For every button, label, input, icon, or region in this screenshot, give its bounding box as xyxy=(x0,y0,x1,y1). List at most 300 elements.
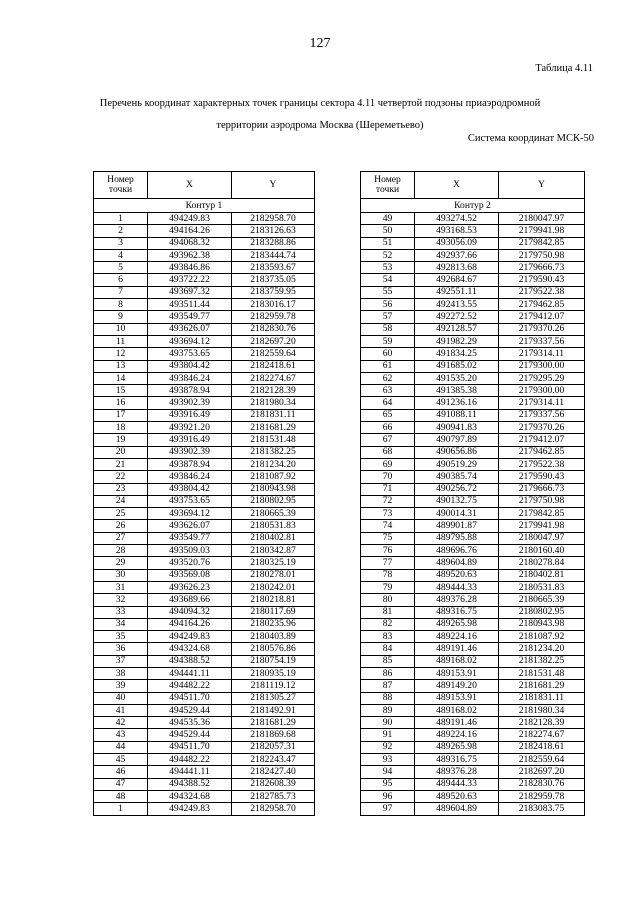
point-number-cell: 29 xyxy=(94,557,148,569)
table-row xyxy=(361,717,585,729)
point-number-cell: 85 xyxy=(361,655,415,667)
y-cell: 2179941.98 xyxy=(499,520,585,532)
point-number-cell: 34 xyxy=(94,618,148,630)
table-row xyxy=(361,397,585,409)
x-cell: 493549.77 xyxy=(148,311,232,323)
y-cell: 2182559.64 xyxy=(232,348,315,360)
x-cell: 489224.16 xyxy=(415,631,499,643)
point-number-cell: 44 xyxy=(94,741,148,753)
y-cell: 2179314.11 xyxy=(499,348,585,360)
table-row xyxy=(94,323,315,335)
y-cell: 2182959.78 xyxy=(499,790,585,802)
point-number-cell: 63 xyxy=(361,385,415,397)
table-row xyxy=(94,311,315,323)
point-number-cell: 21 xyxy=(94,458,148,470)
table-row xyxy=(94,372,315,384)
point-number-cell: 56 xyxy=(361,299,415,311)
header-num-line-2: точки xyxy=(375,184,400,195)
y-cell: 2180531.83 xyxy=(499,581,585,593)
y-cell: 2181531.48 xyxy=(499,667,585,679)
contour-row xyxy=(361,199,585,213)
x-cell: 494482.22 xyxy=(148,680,232,692)
page-number: 127 xyxy=(309,36,331,51)
table-row xyxy=(94,766,315,778)
x-cell: 489795.88 xyxy=(415,532,499,544)
x-cell: 489265.98 xyxy=(415,741,499,753)
y-cell: 2179590.43 xyxy=(499,471,585,483)
x-cell: 493626.07 xyxy=(148,520,232,532)
x-cell: 492684.67 xyxy=(415,274,499,286)
y-cell: 2182128.39 xyxy=(232,385,315,397)
table-body xyxy=(361,213,585,816)
table-row xyxy=(361,594,585,606)
x-cell: 490132.75 xyxy=(415,495,499,507)
x-cell: 494249.83 xyxy=(148,631,232,643)
table-row xyxy=(94,225,315,237)
x-cell: 494094.32 xyxy=(148,606,232,618)
x-cell: 489604.89 xyxy=(415,557,499,569)
point-number-cell: 30 xyxy=(94,569,148,581)
y-cell: 2182418.61 xyxy=(232,360,315,372)
table-row xyxy=(361,680,585,692)
table-row xyxy=(361,692,585,704)
y-cell: 2179842.85 xyxy=(499,237,585,249)
x-cell: 491236.16 xyxy=(415,397,499,409)
point-number-cell: 39 xyxy=(94,680,148,692)
point-number-cell: 52 xyxy=(361,249,415,261)
table-row xyxy=(361,754,585,766)
x-cell: 492272.52 xyxy=(415,311,499,323)
y-cell: 2182697.20 xyxy=(232,335,315,347)
point-number-cell: 4 xyxy=(94,249,148,261)
point-number-cell: 15 xyxy=(94,385,148,397)
x-cell: 493689.66 xyxy=(148,594,232,606)
point-number-cell: 42 xyxy=(94,717,148,729)
table-row xyxy=(361,631,585,643)
y-cell: 2181087.92 xyxy=(499,631,585,643)
y-cell: 2179666.73 xyxy=(499,483,585,495)
y-cell: 2179337.56 xyxy=(499,335,585,347)
x-cell: 493168.53 xyxy=(415,225,499,237)
table-row xyxy=(361,495,585,507)
point-number-cell: 22 xyxy=(94,471,148,483)
y-cell: 2179370.26 xyxy=(499,323,585,335)
y-cell: 2180943.98 xyxy=(499,618,585,630)
table-row xyxy=(94,335,315,347)
table-row xyxy=(361,385,585,397)
y-cell: 2180047.97 xyxy=(499,532,585,544)
y-cell: 2182274.67 xyxy=(499,729,585,741)
point-number-cell: 70 xyxy=(361,471,415,483)
x-cell: 490797.89 xyxy=(415,434,499,446)
point-number-cell: 73 xyxy=(361,508,415,520)
y-cell: 2179590.43 xyxy=(499,274,585,286)
y-cell: 2181492.91 xyxy=(232,704,315,716)
y-cell: 2180402.81 xyxy=(232,532,315,544)
point-number-cell: 90 xyxy=(361,717,415,729)
table-row xyxy=(361,704,585,716)
table-row xyxy=(94,299,315,311)
x-cell: 490656.86 xyxy=(415,446,499,458)
point-number-cell: 1 xyxy=(94,213,148,225)
y-cell: 2181234.20 xyxy=(232,458,315,470)
x-cell: 489316.75 xyxy=(415,754,499,766)
table-row xyxy=(361,274,585,286)
table-row xyxy=(361,372,585,384)
point-number-cell: 68 xyxy=(361,446,415,458)
y-cell: 2180160.40 xyxy=(499,545,585,557)
point-number-cell: 46 xyxy=(94,766,148,778)
table-row xyxy=(94,545,315,557)
x-cell: 494535.36 xyxy=(148,717,232,729)
table-row xyxy=(94,606,315,618)
y-cell: 2179300.00 xyxy=(499,385,585,397)
table-row xyxy=(361,335,585,347)
table-row xyxy=(94,680,315,692)
table-row xyxy=(361,581,585,593)
point-number-cell: 62 xyxy=(361,372,415,384)
y-cell: 2179337.56 xyxy=(499,409,585,421)
y-cell: 2179412.07 xyxy=(499,311,585,323)
point-number-cell: 28 xyxy=(94,545,148,557)
x-cell: 491385.38 xyxy=(415,385,499,397)
x-cell: 493753.65 xyxy=(148,348,232,360)
y-cell: 2179522.38 xyxy=(499,286,585,298)
x-cell: 494511.70 xyxy=(148,741,232,753)
table-row xyxy=(94,409,315,421)
table-header-row xyxy=(94,172,315,199)
header-point-number xyxy=(361,172,415,199)
y-cell: 2182243.47 xyxy=(232,754,315,766)
point-number-cell: 37 xyxy=(94,655,148,667)
heading-line-1: Перечень координат характерных точек границы сектора 4.11 четвертой подзоны приаэродромной xyxy=(99,98,541,109)
x-cell: 493520.76 xyxy=(148,557,232,569)
x-cell: 493626.23 xyxy=(148,581,232,593)
point-number-cell: 79 xyxy=(361,581,415,593)
point-number-cell: 10 xyxy=(94,323,148,335)
point-number-cell: 54 xyxy=(361,274,415,286)
table-row xyxy=(361,225,585,237)
x-cell: 492813.68 xyxy=(415,262,499,274)
point-number-cell: 40 xyxy=(94,692,148,704)
point-number-cell: 36 xyxy=(94,643,148,655)
table-row xyxy=(94,790,315,802)
table-heading xyxy=(0,93,640,137)
x-cell: 493916.49 xyxy=(148,409,232,421)
x-cell: 489153.91 xyxy=(415,692,499,704)
header-x: X xyxy=(415,172,499,199)
y-cell: 2180802.95 xyxy=(499,606,585,618)
point-number-cell: 67 xyxy=(361,434,415,446)
y-cell: 2180402.81 xyxy=(499,569,585,581)
x-cell: 494388.52 xyxy=(148,778,232,790)
x-cell: 490014.31 xyxy=(415,508,499,520)
point-number-cell: 75 xyxy=(361,532,415,544)
x-cell: 489444.33 xyxy=(415,778,499,790)
x-cell: 492128.57 xyxy=(415,323,499,335)
y-cell: 2181681.29 xyxy=(499,680,585,692)
point-number-cell: 24 xyxy=(94,495,148,507)
table-row xyxy=(361,237,585,249)
x-cell: 493878.94 xyxy=(148,458,232,470)
y-cell: 2180325.19 xyxy=(232,557,315,569)
table-body xyxy=(94,213,315,816)
x-cell: 493902.39 xyxy=(148,397,232,409)
table-row xyxy=(94,237,315,249)
table-row xyxy=(94,594,315,606)
point-number-cell: 48 xyxy=(94,790,148,802)
point-number-cell: 3 xyxy=(94,237,148,249)
table-row xyxy=(94,532,315,544)
y-cell: 2181531.48 xyxy=(232,434,315,446)
point-number-cell: 18 xyxy=(94,422,148,434)
point-number-cell: 41 xyxy=(94,704,148,716)
table-row xyxy=(94,422,315,434)
table-row xyxy=(94,667,315,679)
coordinates-table-contour-2 xyxy=(360,171,585,816)
y-cell: 2181681.29 xyxy=(232,422,315,434)
table-label: Таблица 4.11 xyxy=(535,63,593,74)
table-row xyxy=(94,360,315,372)
table-row xyxy=(94,213,315,225)
x-cell: 489191.46 xyxy=(415,643,499,655)
point-number-cell: 77 xyxy=(361,557,415,569)
x-cell: 494324.68 xyxy=(148,790,232,802)
x-cell: 494482.22 xyxy=(148,754,232,766)
table-row xyxy=(361,483,585,495)
y-cell: 2179314.11 xyxy=(499,397,585,409)
point-number-cell: 43 xyxy=(94,729,148,741)
x-cell: 493921.20 xyxy=(148,422,232,434)
x-cell: 493902.39 xyxy=(148,446,232,458)
point-number-cell: 89 xyxy=(361,704,415,716)
y-cell: 2180802.95 xyxy=(232,495,315,507)
point-number-cell: 45 xyxy=(94,754,148,766)
point-number-cell: 92 xyxy=(361,741,415,753)
header-y: Y xyxy=(499,172,585,199)
x-cell: 489376.28 xyxy=(415,594,499,606)
table-row xyxy=(94,803,315,815)
y-cell: 2180242.01 xyxy=(232,581,315,593)
contour-label: Контур 1 xyxy=(94,199,315,213)
x-cell: 490385.74 xyxy=(415,471,499,483)
x-cell: 489168.02 xyxy=(415,704,499,716)
point-number-cell: 1 xyxy=(94,803,148,815)
y-cell: 2182697.20 xyxy=(499,766,585,778)
table-row xyxy=(94,618,315,630)
y-cell: 2180235.96 xyxy=(232,618,315,630)
x-cell: 493626.07 xyxy=(148,323,232,335)
point-number-cell: 93 xyxy=(361,754,415,766)
x-cell: 493694.12 xyxy=(148,508,232,520)
x-cell: 489191.46 xyxy=(415,717,499,729)
table-row xyxy=(94,754,315,766)
point-number-cell: 53 xyxy=(361,262,415,274)
header-num-line-2: точки xyxy=(108,184,133,195)
x-cell: 489901.87 xyxy=(415,520,499,532)
x-cell: 493753.65 xyxy=(148,495,232,507)
point-number-cell: 57 xyxy=(361,311,415,323)
y-cell: 2182830.76 xyxy=(499,778,585,790)
point-number-cell: 17 xyxy=(94,409,148,421)
x-cell: 493722.22 xyxy=(148,274,232,286)
table-row xyxy=(361,667,585,679)
y-cell: 2179522.38 xyxy=(499,458,585,470)
table-row xyxy=(94,581,315,593)
table-row xyxy=(361,606,585,618)
table-row xyxy=(94,471,315,483)
x-cell: 493697.32 xyxy=(148,286,232,298)
header-point-number xyxy=(94,172,148,199)
point-number-cell: 83 xyxy=(361,631,415,643)
x-cell: 490256.72 xyxy=(415,483,499,495)
table-row xyxy=(94,778,315,790)
table-row xyxy=(361,262,585,274)
y-cell: 2180754.19 xyxy=(232,655,315,667)
table-row xyxy=(361,569,585,581)
y-cell: 2180218.81 xyxy=(232,594,315,606)
header-x: X xyxy=(148,172,232,199)
table-row xyxy=(361,643,585,655)
point-number-cell: 5 xyxy=(94,262,148,274)
table-row xyxy=(361,508,585,520)
y-cell: 2180935.19 xyxy=(232,667,315,679)
point-number-cell: 13 xyxy=(94,360,148,372)
table-row xyxy=(361,618,585,630)
y-cell: 2180943.98 xyxy=(232,483,315,495)
point-number-cell: 78 xyxy=(361,569,415,581)
table-row xyxy=(361,655,585,667)
x-cell: 494529.44 xyxy=(148,704,232,716)
point-number-cell: 97 xyxy=(361,803,415,815)
y-cell: 2181234.20 xyxy=(499,643,585,655)
table-row xyxy=(94,729,315,741)
y-cell: 2181980.34 xyxy=(232,397,315,409)
y-cell: 2180665.39 xyxy=(499,594,585,606)
y-cell: 2183083.75 xyxy=(499,803,585,815)
table-row xyxy=(94,643,315,655)
table-row xyxy=(94,249,315,261)
point-number-cell: 91 xyxy=(361,729,415,741)
y-cell: 2183759.95 xyxy=(232,286,315,298)
x-cell: 494164.26 xyxy=(148,225,232,237)
point-number-cell: 20 xyxy=(94,446,148,458)
table-row xyxy=(361,545,585,557)
x-cell: 493804.42 xyxy=(148,360,232,372)
x-cell: 493878.94 xyxy=(148,385,232,397)
point-number-cell: 16 xyxy=(94,397,148,409)
x-cell: 493569.08 xyxy=(148,569,232,581)
point-number-cell: 47 xyxy=(94,778,148,790)
x-cell: 489604.89 xyxy=(415,803,499,815)
x-cell: 494249.83 xyxy=(148,803,232,815)
y-cell: 2182274.67 xyxy=(232,372,315,384)
x-cell: 489444.33 xyxy=(415,581,499,593)
table-row xyxy=(94,508,315,520)
point-number-cell: 12 xyxy=(94,348,148,360)
contour-label: Контур 2 xyxy=(361,199,585,213)
x-cell: 489696.76 xyxy=(415,545,499,557)
table-row xyxy=(361,286,585,298)
x-cell: 493846.86 xyxy=(148,262,232,274)
table-row xyxy=(94,397,315,409)
x-cell: 494249.83 xyxy=(148,213,232,225)
x-cell: 491535.20 xyxy=(415,372,499,384)
x-cell: 489265.98 xyxy=(415,618,499,630)
table-row xyxy=(94,262,315,274)
x-cell: 491834.25 xyxy=(415,348,499,360)
point-number-cell: 80 xyxy=(361,594,415,606)
point-number-cell: 2 xyxy=(94,225,148,237)
table-row xyxy=(361,409,585,421)
contour-row xyxy=(94,199,315,213)
point-number-cell: 38 xyxy=(94,667,148,679)
table-row xyxy=(94,569,315,581)
x-cell: 493056.09 xyxy=(415,237,499,249)
point-number-cell: 31 xyxy=(94,581,148,593)
y-cell: 2179941.98 xyxy=(499,225,585,237)
y-cell: 2182427.40 xyxy=(232,766,315,778)
table-row xyxy=(94,385,315,397)
table-row xyxy=(94,495,315,507)
y-cell: 2181869.68 xyxy=(232,729,315,741)
x-cell: 489316.75 xyxy=(415,606,499,618)
table-row xyxy=(361,311,585,323)
y-cell: 2183735.05 xyxy=(232,274,315,286)
table-row xyxy=(361,471,585,483)
point-number-cell: 66 xyxy=(361,422,415,434)
header-num-line-1: Номер xyxy=(374,174,401,185)
table-row xyxy=(361,803,585,815)
point-number-cell: 87 xyxy=(361,680,415,692)
point-number-cell: 8 xyxy=(94,299,148,311)
y-cell: 2183016.17 xyxy=(232,299,315,311)
point-number-cell: 51 xyxy=(361,237,415,249)
y-cell: 2181119.12 xyxy=(232,680,315,692)
table-row xyxy=(94,631,315,643)
x-cell: 493804.42 xyxy=(148,483,232,495)
header-y: Y xyxy=(232,172,315,199)
y-cell: 2182608.39 xyxy=(232,778,315,790)
point-number-cell: 19 xyxy=(94,434,148,446)
y-cell: 2182785.73 xyxy=(232,790,315,802)
x-cell: 489224.16 xyxy=(415,729,499,741)
table-row xyxy=(94,446,315,458)
table-row xyxy=(94,458,315,470)
table-row xyxy=(94,434,315,446)
table-row xyxy=(361,458,585,470)
y-cell: 2182830.76 xyxy=(232,323,315,335)
x-cell: 494068.32 xyxy=(148,237,232,249)
x-cell: 494441.11 xyxy=(148,766,232,778)
point-number-cell: 84 xyxy=(361,643,415,655)
y-cell: 2183288.86 xyxy=(232,237,315,249)
x-cell: 493846.24 xyxy=(148,471,232,483)
x-cell: 493549.77 xyxy=(148,532,232,544)
point-number-cell: 94 xyxy=(361,766,415,778)
point-number-cell: 25 xyxy=(94,508,148,520)
y-cell: 2180278.84 xyxy=(499,557,585,569)
y-cell: 2179750.98 xyxy=(499,249,585,261)
y-cell: 2179370.26 xyxy=(499,422,585,434)
y-cell: 2183126.63 xyxy=(232,225,315,237)
point-number-cell: 50 xyxy=(361,225,415,237)
table-row xyxy=(361,299,585,311)
y-cell: 2181382.25 xyxy=(232,446,315,458)
point-number-cell: 35 xyxy=(94,631,148,643)
table-row xyxy=(361,532,585,544)
table-row xyxy=(94,704,315,716)
